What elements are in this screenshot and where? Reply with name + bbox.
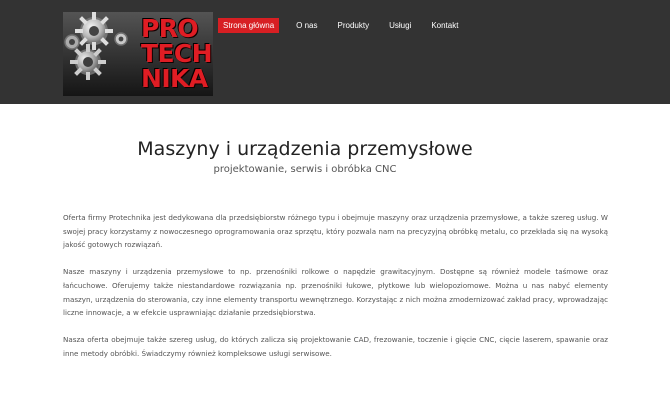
logo-text-line: NIKA [141,64,208,93]
nav-item-about[interactable]: O nas [296,21,318,30]
nav-item-services[interactable]: Usługi [389,21,412,30]
content-paragraph: Nasza oferta obejmuje także szereg usług, do których zalicza się projektowanie CAD, frezowanie, toczenie i gięcie CNC, cięcie laserem, spawanie oraz inne metody obróbki. Świadczymy również kompleksowe usługi serwisowe. [63,335,608,358]
page-title: Maszyny i urządzenia przemysłowe [137,138,473,160]
content-paragraph: Nasze maszyny i urządzenia przemysłowe to np. przenośniki rolkowe o napędzie grawitacyjnym. Dostępne są również modele taśmowe oraz łańcuchowe. Oferujemy także niestandardowe rozwiązania np. przenośniki łukowe, płytkowe lub wielopoziomowe. Można u nas nabyć elementy maszyn, urządzenia do sterowania, czy inne elementy transportu wewnętrznego. Korzystając z nich można zmodernizować zakład pracy, wprowadzając liczne innowacje, a w efekcie usprawniając działanie przedsiębiorstwa. [63,267,608,318]
logo-text-line: PRO [141,14,199,43]
main-navigation [218,17,461,34]
logo-wordmark [141,14,213,93]
nav-item-products[interactable]: Produkty [337,21,370,30]
page-subtitle: projektowanie, serwis i obróbka CNC [213,164,397,175]
nav-item-contact[interactable]: Kontakt [431,21,459,30]
site-header [0,0,670,104]
gear-icon [63,12,137,96]
company-description [63,211,608,361]
logo-text-line: TECH [141,39,213,68]
nav-item-home[interactable]: Strona główna [218,18,279,33]
protechnika-logo[interactable] [63,12,213,96]
content-paragraph: Oferta firmy Protechnika jest dedykowana dla przedsiębiorstw różnego typu i obejmuje maszyny oraz urządzenia przemysłowe, a także szereg usług. W swojej pracy korzystamy z nowoczesnego oprogramowania oraz sprzętu, który pozwala nam na precyzyjną obróbkę metalu, co przekłada się na wysoką jakość gotowych rozwiązań. [63,213,608,250]
